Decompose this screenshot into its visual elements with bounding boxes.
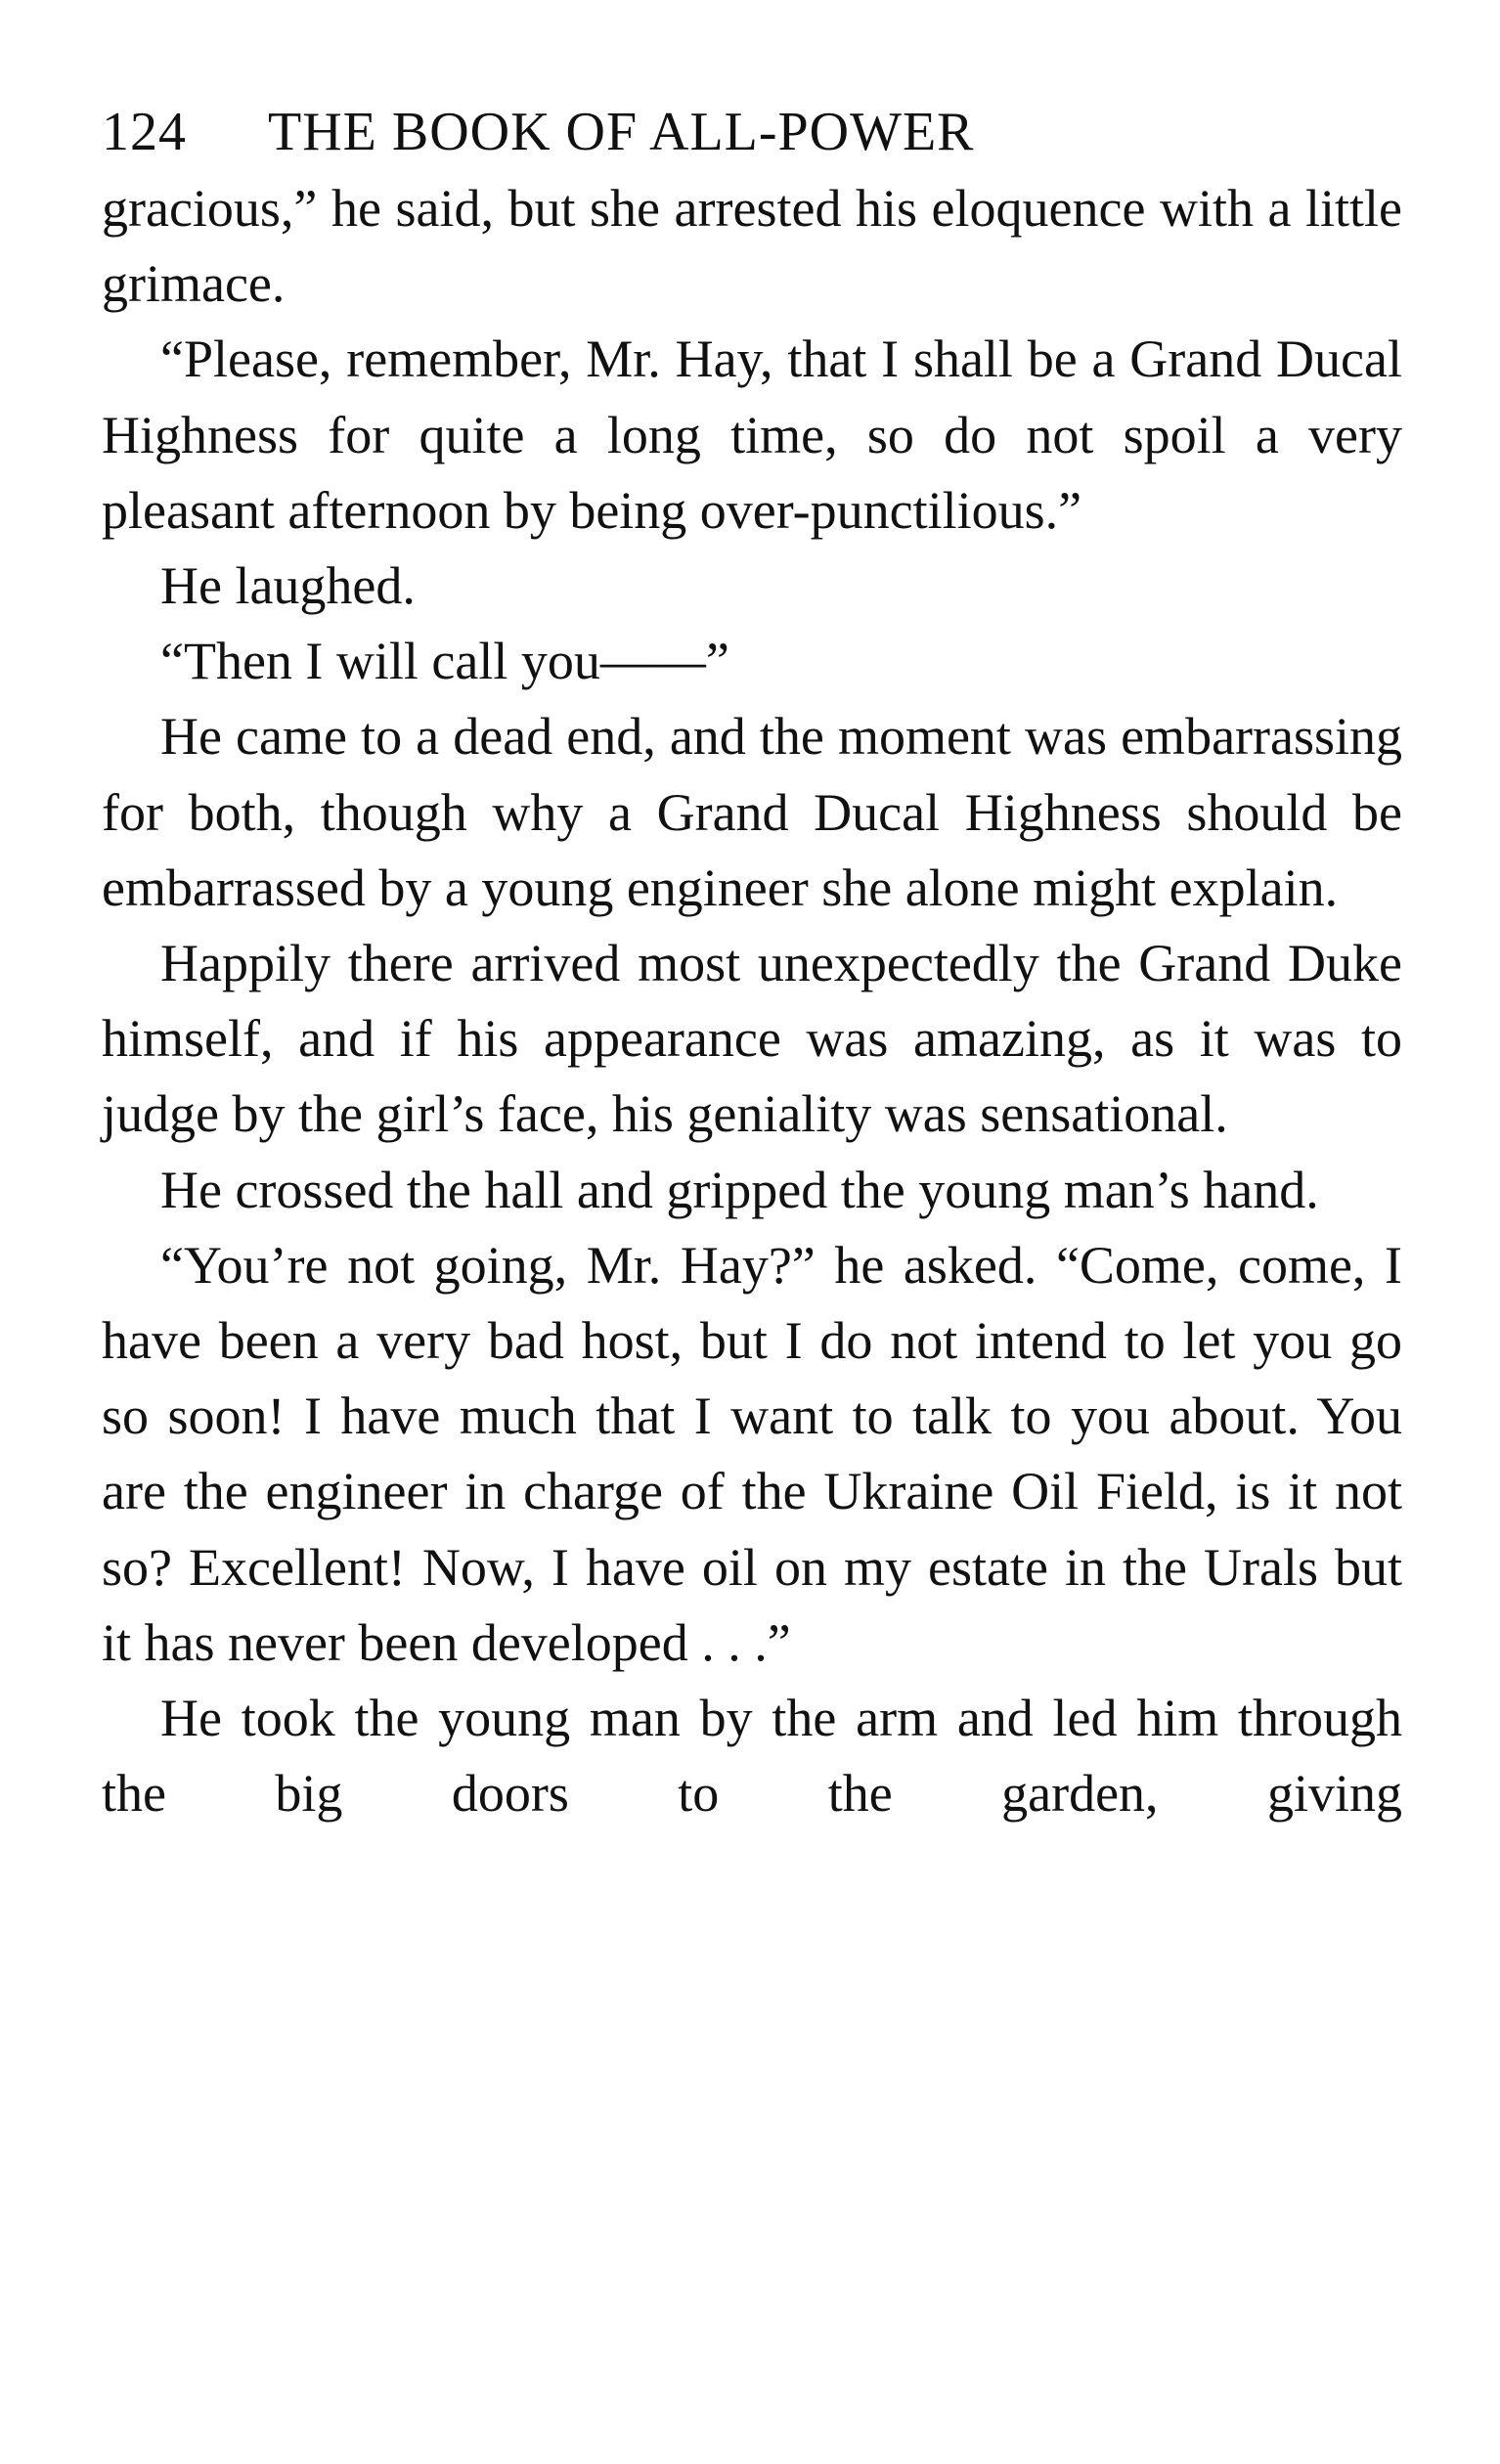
paragraph: He took the young man by the arm and led him through the big doors to the garden, giving <box>102 1689 1402 1824</box>
page-number: 124 <box>102 102 187 162</box>
paragraph: “Then I will call you——” <box>160 632 729 691</box>
running-header <box>102 93 1402 171</box>
body-text <box>102 171 1402 1831</box>
paragraph: gracious,” he said, but she arrested his eloquence with a little grimace. <box>102 179 1402 314</box>
paragraph: He crossed the hall and gripped the young man’s hand. <box>160 1160 1319 1219</box>
paragraph: “You’re not going, Mr. Hay?” he asked. “Come, come, I have been a very bad host, but I do not intend to let you go so soon! I have much that I want to talk to you about. You are the engineer in charge of the Ukraine Oil Field, is it not so? Excellent! Now, I have oil on my estate in the Urals but it has never been developed . . .” <box>102 1235 1402 1672</box>
paragraph: He laughed. <box>160 556 416 616</box>
paragraph: He came to a dead end, and the moment was embarrassing for both, though why a Grand Ducal Highness should be embarrassed by a young engineer she alone might explain. <box>102 707 1402 917</box>
paragraph: Happily there arrived most unexpectedly the Grand Duke himself, and if his appearance was amazing, as it was to judge by the girl’s face, his geniality was sensational. <box>102 934 1402 1144</box>
book-page <box>102 93 1402 1831</box>
running-title: THE BOOK OF ALL-POWER <box>268 102 975 162</box>
paragraph: “Please, remember, Mr. Hay, that I shall be a Grand Ducal Highness for quite a long time, so do not spoil a very pleasant afternoon by being over-punctilious.” <box>102 330 1402 540</box>
